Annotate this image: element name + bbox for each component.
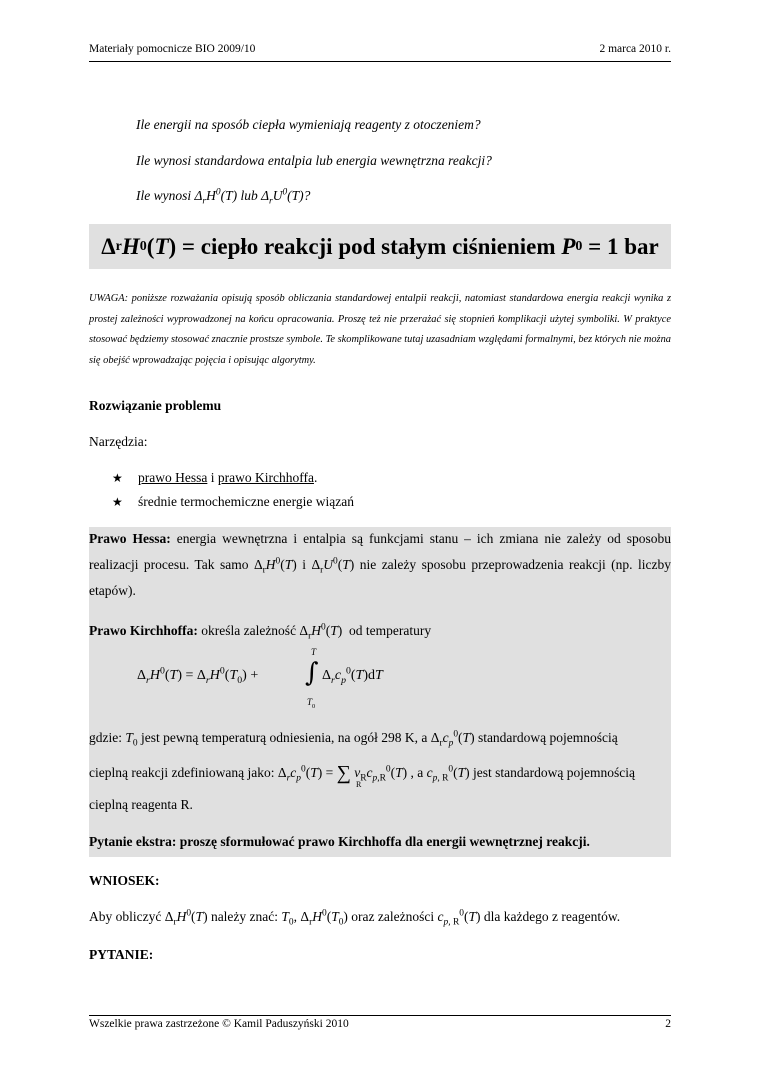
- sum-index: R: [356, 780, 362, 789]
- question-3: Ile wynosi $\Delta_rH^0(T)$ lub $\Delta_rU^0(T)$?: [136, 187, 311, 207]
- note-paragraph: UWAGA: poniższe rozważania opisują sposób obliczania standardowej entalpii reakcji, natomiast standardowa energia reakcji wynika z prostej zależności wyprowadzonej na końcu opracowania. Proszę też nie przerażać się stopnień komplikacji użytej symboliki. W praktyce stosować będziemy stosować znacznie prostsze symbole. Te skomplikowane tutaj uzasadniam względami formalnymi, bez których nie można się obejść wprowadzając pojęcia i opisując algorytmy.: [89, 293, 671, 366]
- footer-rule: [89, 1015, 671, 1016]
- question-heading: PYTANIE:: [89, 947, 154, 962]
- list-item: ★ średnie termochemiczne energie wiązań: [112, 494, 355, 509]
- conclusion-text: Aby obliczyć $\Delta_rH^0(T)$ należy znać: $T_0$, $\Delta_rH^0(T_0)$ oraz zależności $c_{p,}$ $_R^0$(T) dla każdego z reagentów.: [89, 908, 621, 928]
- integral-lower-limit: $T_0$: [307, 697, 316, 710]
- hess-law-link[interactable]: prawo Hessa: [138, 470, 208, 485]
- where-line-1: gdzie: $T_0$ jest pewną temperaturą odniesienia, na ogół 298 K, a $\Delta_rc_p^0(T)$ standardową pojemnością: [89, 729, 618, 749]
- definition-banner: Δ r H 0 ( T ) = ciepło reakcji pod stałym ciśnieniem P 0 = 1 bar: [89, 224, 671, 269]
- list-item: ★ prawo Hessa i prawo Kirchhoffa.: [112, 470, 318, 485]
- header-rule: [89, 61, 671, 62]
- extra-question: Pytanie ekstra: proszę sformułować prawo Kirchhoffa dla energii wewnętrznej reakcji.: [89, 834, 590, 849]
- page-number: 2: [665, 1018, 671, 1030]
- integral-sign: ∫: [305, 658, 319, 688]
- kirchhoff-law-paragraph: Prawo Kirchhoffa: określa zależność $\Delta_rH^0(T)$ od temperatury: [89, 622, 432, 642]
- solution-heading: Rozwiązanie problemu: [89, 398, 222, 413]
- header-date: 2 marca 2010 r.: [599, 43, 671, 55]
- tools-label: Narzędzia:: [89, 434, 148, 449]
- question-2: Ile wynosi standardowa entalpia lub energia wewnętrzna reakcji?: [136, 153, 492, 168]
- question-1: Ile energii na sposób ciepła wymieniają reagenty z otoczeniem?: [136, 117, 481, 132]
- where-line-2: cieplną reakcji zdefiniowaną jako: $\Delta_rc_p^0(T)$ = ∑ $\nu_Rc_{p,R}^0(T)$ , a $c_{p, R}^0(T)$ jest standardową pojemnością: [89, 762, 635, 784]
- where-line-3: cieplną reagenta R.: [89, 797, 193, 812]
- kirchhoff-law-link[interactable]: prawo Kirchhoffa: [217, 470, 314, 485]
- footer-copyright: Wszelkie prawa zastrzeżone © Kamil Paduszyński 2010: [89, 1018, 349, 1030]
- conclusion-heading: WNIOSEK:: [89, 873, 160, 888]
- integrand: $\Delta_rc_p^0(T)dT$: [322, 665, 383, 686]
- star-bullet-icon: ★: [112, 471, 123, 485]
- kirchhoff-formula: $\Delta_rH^0(T) = \Delta_rH^0(T_0)$ +: [137, 665, 262, 686]
- header-title: Materiały pomocnicze BIO 2009/10: [89, 43, 256, 55]
- star-bullet-icon: ★: [112, 495, 123, 509]
- hess-law-paragraph: Prawo Hessa: energia wewnętrzna i entalpia są funkcjami stanu – ich zmiana nie zależy od sposobu realizacji procesu. Tak samo $\Delta_rH^0(T)$ i $\Delta_rU^0(T)$ nie zależy sposobu przeprowadzenia reakcji (np. liczby etapów).: [89, 531, 671, 598]
- integral-upper-limit: T: [311, 647, 317, 657]
